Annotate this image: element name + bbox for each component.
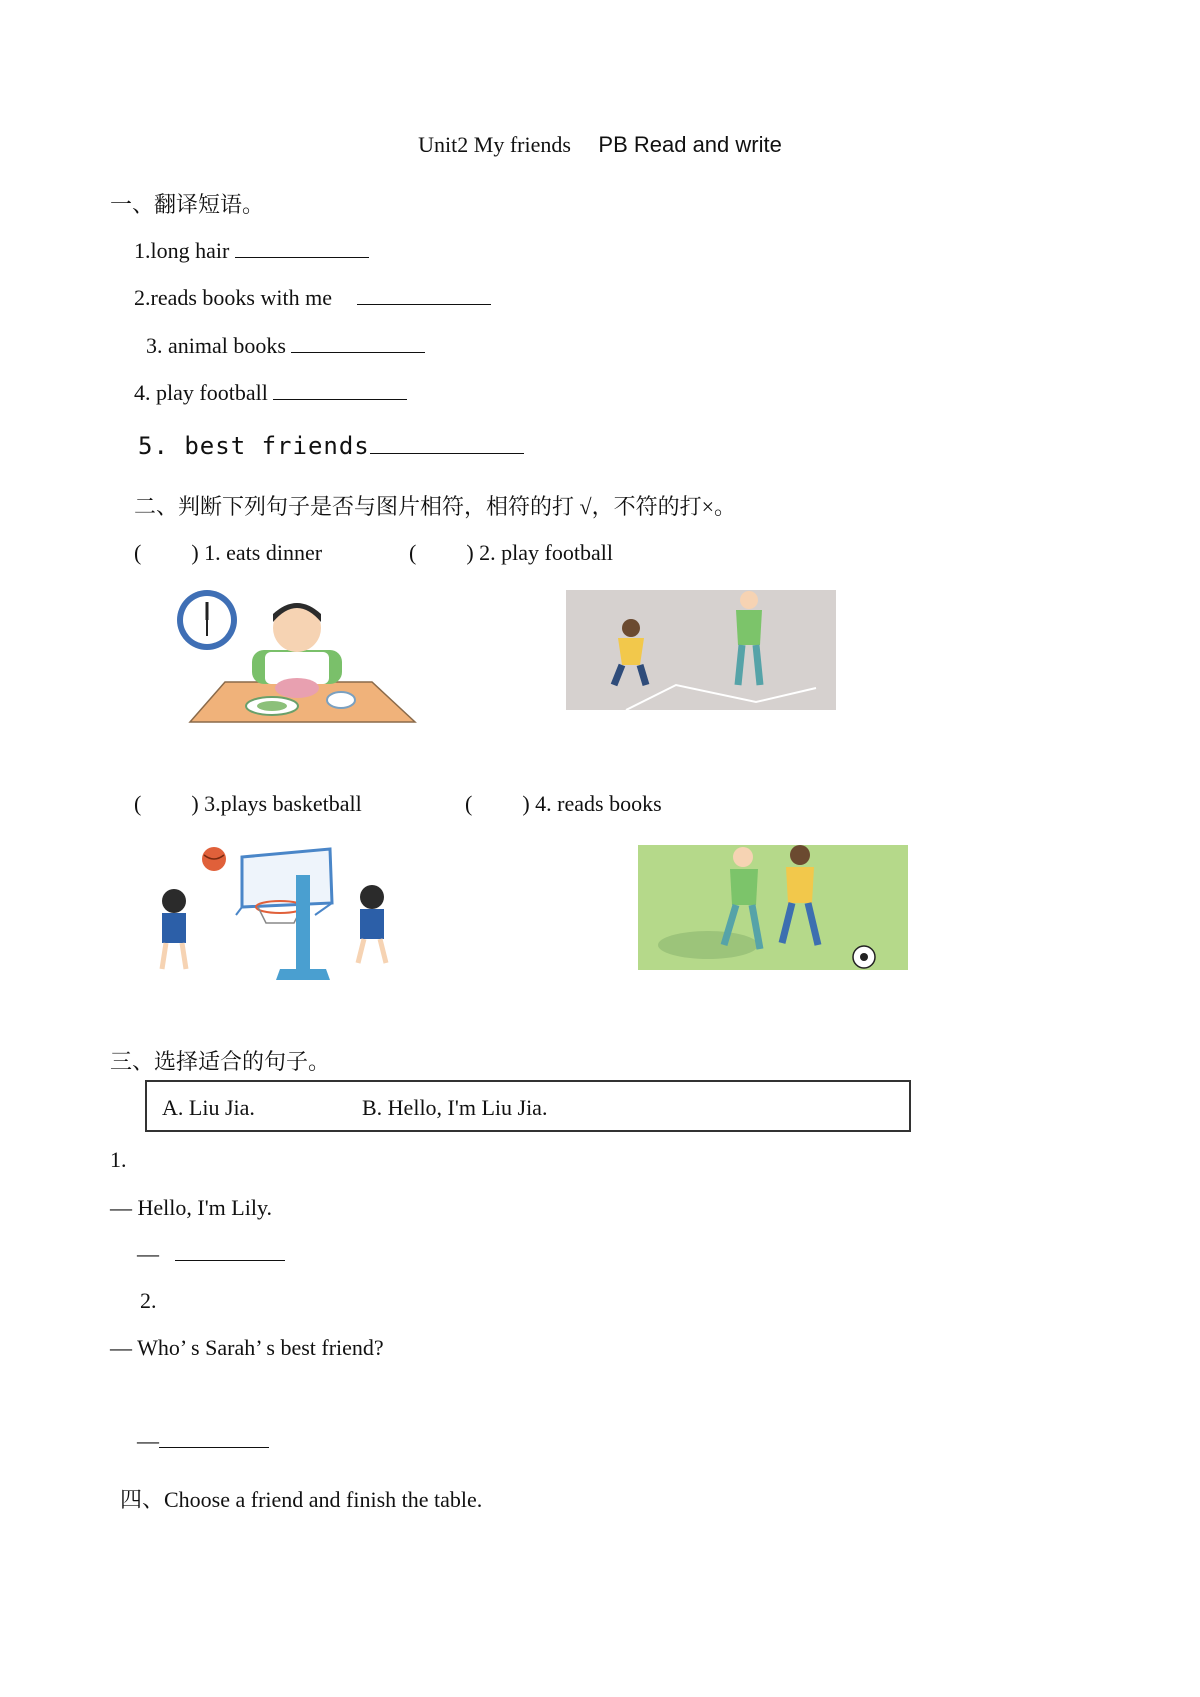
answer-dash: —	[137, 1241, 159, 1266]
hopscotch-picture	[566, 590, 836, 710]
section1-heading: 一、翻译短语。	[110, 192, 265, 217]
phrase-item-3	[146, 333, 425, 359]
answer-blank[interactable]	[159, 1429, 269, 1448]
phrase-text: 3. animal books	[146, 333, 286, 358]
phrase-item-5	[138, 432, 524, 460]
clock-icon	[177, 590, 237, 650]
phrase-item-2	[134, 285, 491, 311]
judge-item-1	[134, 540, 322, 566]
judge-text: ) 4. reads books	[522, 791, 662, 816]
phrase-text: 2.reads books with me	[134, 285, 332, 310]
option-b: B. Hello, I'm Liu Jia.	[362, 1095, 548, 1120]
judge-paren[interactable]: (	[134, 540, 142, 565]
title-part: PB Read and write	[598, 132, 782, 157]
options-box	[145, 1080, 911, 1132]
phrase-text: 1.long hair	[134, 238, 230, 263]
phrase-text: 5. best friends	[138, 432, 370, 460]
judge-paren[interactable]: (	[409, 540, 417, 565]
option-a: A. Liu Jia.	[162, 1095, 255, 1120]
basketball-hoop-icon	[162, 847, 386, 980]
question-2-number: 2.	[140, 1288, 157, 1313]
answer-blank[interactable]	[370, 435, 524, 454]
question-1-prompt: — Hello, I'm Lily.	[110, 1195, 273, 1220]
judge-text: ) 3.plays basketball	[191, 791, 362, 816]
answer-blank[interactable]	[273, 381, 407, 400]
judge-item-2	[409, 540, 613, 566]
judge-text: ) 2. play football	[466, 540, 613, 565]
judge-text: ) 1. eats dinner	[191, 540, 323, 565]
page-title	[0, 132, 1200, 158]
basketball-picture	[150, 845, 420, 985]
section4-heading: 四、Choose a friend and finish the table.	[120, 1487, 483, 1512]
answer-dash: —	[137, 1428, 159, 1453]
phrase-item-4	[134, 380, 407, 406]
judge-item-4	[465, 791, 662, 817]
question-1-answer	[137, 1241, 285, 1267]
section2-heading: 二、判断下列句子是否与图片相符，相符的打 √，不符的打×。	[134, 494, 736, 519]
answer-blank[interactable]	[235, 239, 369, 258]
question-1-number: 1.	[110, 1147, 127, 1172]
question-2-answer	[137, 1428, 269, 1454]
answer-blank[interactable]	[175, 1242, 285, 1261]
phrase-item-1	[134, 238, 369, 264]
judge-item-3	[134, 791, 362, 817]
judge-paren[interactable]: (	[465, 791, 473, 816]
answer-blank[interactable]	[291, 334, 425, 353]
question-2-prompt: — Who’ s Sarah’ s best friend?	[110, 1335, 384, 1360]
judge-paren[interactable]: (	[134, 791, 142, 816]
title-unit: Unit2 My friends	[418, 132, 571, 157]
phrase-text: 4. play football	[134, 380, 268, 405]
section3-heading: 三、选择适合的句子。	[110, 1049, 331, 1074]
eating-dinner-picture	[160, 590, 420, 730]
answer-blank[interactable]	[357, 286, 491, 305]
football-picture	[638, 845, 908, 970]
